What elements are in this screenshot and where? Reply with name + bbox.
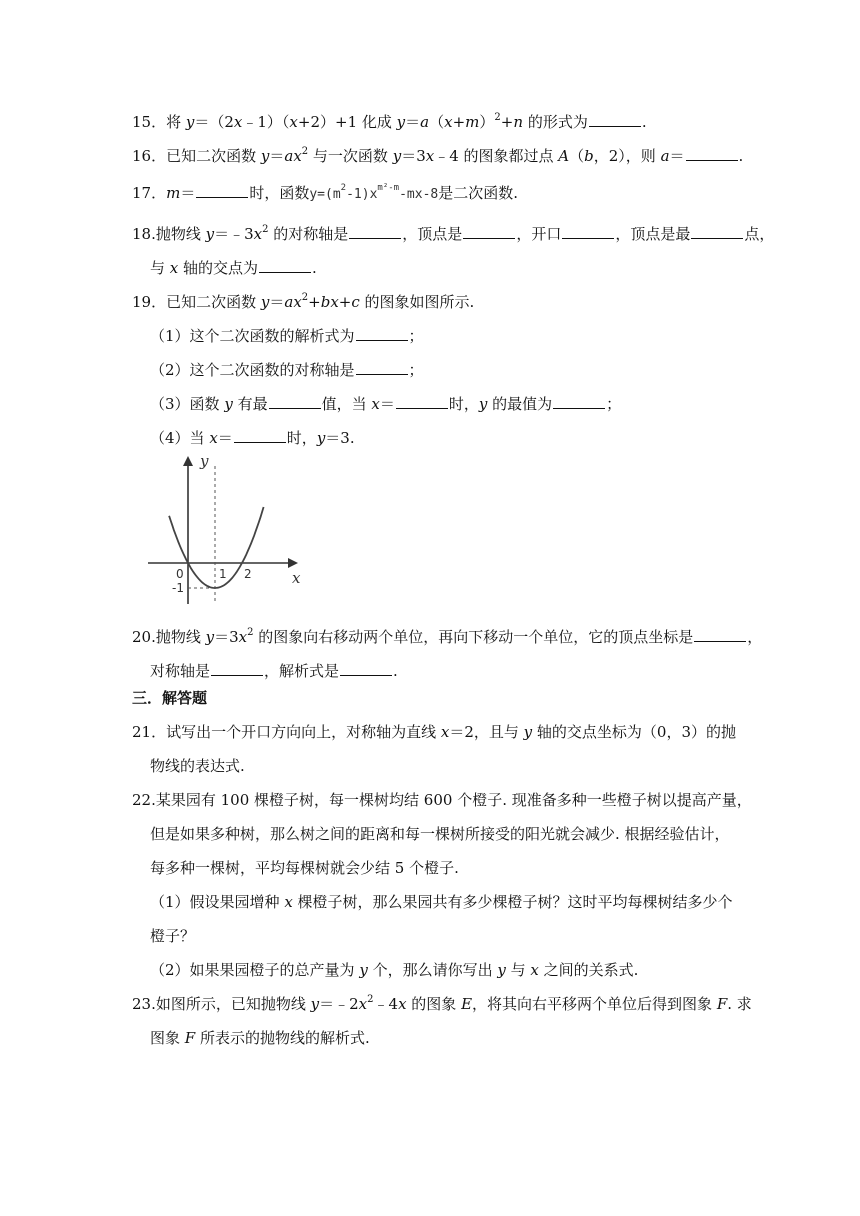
question-19: 19．已知二次函数 $y=ax^2+bx+c$ 的图象如图所示.: [132, 292, 475, 311]
question-22-part-1-cont: 橙子？: [150, 927, 196, 945]
question-19-part-2: （2）这个二次函数的对称轴是 ；: [150, 361, 424, 379]
question-22-line-2: 但是如果多种树，那么树之间的距离和每一棵树所接受的阳光就会减少. 根据经验估计，: [150, 825, 730, 843]
answer-blank[interactable]: [269, 394, 321, 409]
question-22-line-3: 每多种一棵树，平均每棵树就会少结 5 个橙子.: [150, 859, 459, 877]
question-18: 18.抛物线 $y=﹣3x^2$ 的对称轴是 ，顶点是 ，开口 ，顶点是最 点，: [132, 224, 775, 243]
answer-blank[interactable]: [211, 661, 263, 676]
origin-label: 0: [176, 567, 184, 581]
question-20-line-2: 对称轴是 ，解析式是 .: [150, 662, 398, 680]
question-22-part-2: （2）如果果园橙子的总产量为 y 个，那么请你写出 y 与 x 之间的关系式.: [150, 961, 639, 979]
question-number: 15．: [132, 113, 167, 131]
question-23-line-2: 图象 F 所表示的抛物线的解析式.: [150, 1029, 370, 1047]
question-number: 21．: [132, 723, 167, 741]
x-tick-2: 2: [244, 567, 252, 581]
x-axis-label: x: [292, 569, 301, 587]
question-19-part-1: （1）这个二次函数的解析式为 ；: [150, 327, 424, 345]
answer-blank[interactable]: [259, 258, 311, 273]
section-heading: 三．解答题: [132, 689, 208, 707]
question-number: 19．: [132, 293, 167, 311]
answer-blank[interactable]: [686, 146, 738, 161]
answer-blank[interactable]: [694, 627, 746, 642]
question-number: 18.: [132, 225, 156, 243]
question-21: 21．试写出一个开口方向向上，对称轴为直线 x＝2，且与 y 轴的交点坐标为（0，3）的抛: [132, 723, 736, 741]
question-number: 22.: [132, 791, 156, 809]
question-15: 15．将 y＝（2x﹣1）（x+2）+1 化成 $y=a(x+m)^2+n$ 的形式为 .: [132, 112, 647, 131]
answer-blank[interactable]: [463, 224, 515, 239]
question-number: 16．: [132, 147, 167, 165]
question-number: 20.: [132, 628, 156, 646]
y-tick-neg1: -1: [172, 581, 184, 595]
y-axis-label: y: [200, 452, 209, 470]
x-tick-1: 1: [219, 567, 227, 581]
question-19-part-4: （4）当 x＝ 时，y＝3.: [150, 429, 355, 447]
answer-blank[interactable]: [396, 394, 448, 409]
question-number: 23.: [132, 995, 156, 1013]
question-17: 17．m＝ 时，函数$y=(m^2-1)x^{m^2-m}-mx-8$是二次函数.: [132, 183, 519, 202]
answer-blank[interactable]: [234, 428, 286, 443]
answer-blank[interactable]: [340, 661, 392, 676]
answer-blank[interactable]: [349, 224, 401, 239]
x-axis-arrow: [288, 558, 298, 568]
question-number: 17．: [132, 184, 167, 202]
question-22-part-1: （1）假设果园增种 x 棵橙子树，那么果园共有多少棵橙子树？这时平均每棵树结多少个: [150, 893, 733, 911]
answer-blank[interactable]: [562, 224, 614, 239]
question-23: 23.如图所示，已知抛物线 $y=﹣2x^2﹣4x$ 的图象 E，将其向右平移两个单位后得到图象 F. 求: [132, 994, 752, 1013]
answer-blank[interactable]: [356, 360, 408, 375]
question-18-line-2: 与 x 轴的交点为 .: [150, 259, 317, 277]
question-16: 16．已知二次函数 $y=ax^2$ 与一次函数 y＝3x﹣4 的图象都过点 A（b，2），则 a＝ .: [132, 146, 744, 165]
answer-blank[interactable]: [691, 224, 743, 239]
question-22: 22.某果园有 100 棵橙子树，每一棵树均结 600 个橙子. 现准备多种一些橙子树以提高产量，: [132, 791, 752, 809]
question-19-part-3: （3）函数 y 有最 值，当 x＝ 时，y 的最值为 ；: [150, 395, 622, 413]
answer-blank[interactable]: [589, 112, 641, 127]
question-20: 20.抛物线 $y=3x^2$ 的图象向右移动两个单位，再向下移动一个单位，它的顶点坐标是 ，: [132, 627, 763, 646]
y-axis-arrow: [183, 456, 193, 466]
answer-blank[interactable]: [553, 394, 605, 409]
parabola-graph: [140, 452, 310, 612]
answer-blank[interactable]: [356, 326, 408, 341]
question-21-line-2: 物线的表达式.: [150, 757, 245, 775]
function-formula-image: $y=(m^2-1)x^{m^2-m}-mx-8$: [309, 183, 439, 202]
answer-blank[interactable]: [196, 183, 248, 198]
